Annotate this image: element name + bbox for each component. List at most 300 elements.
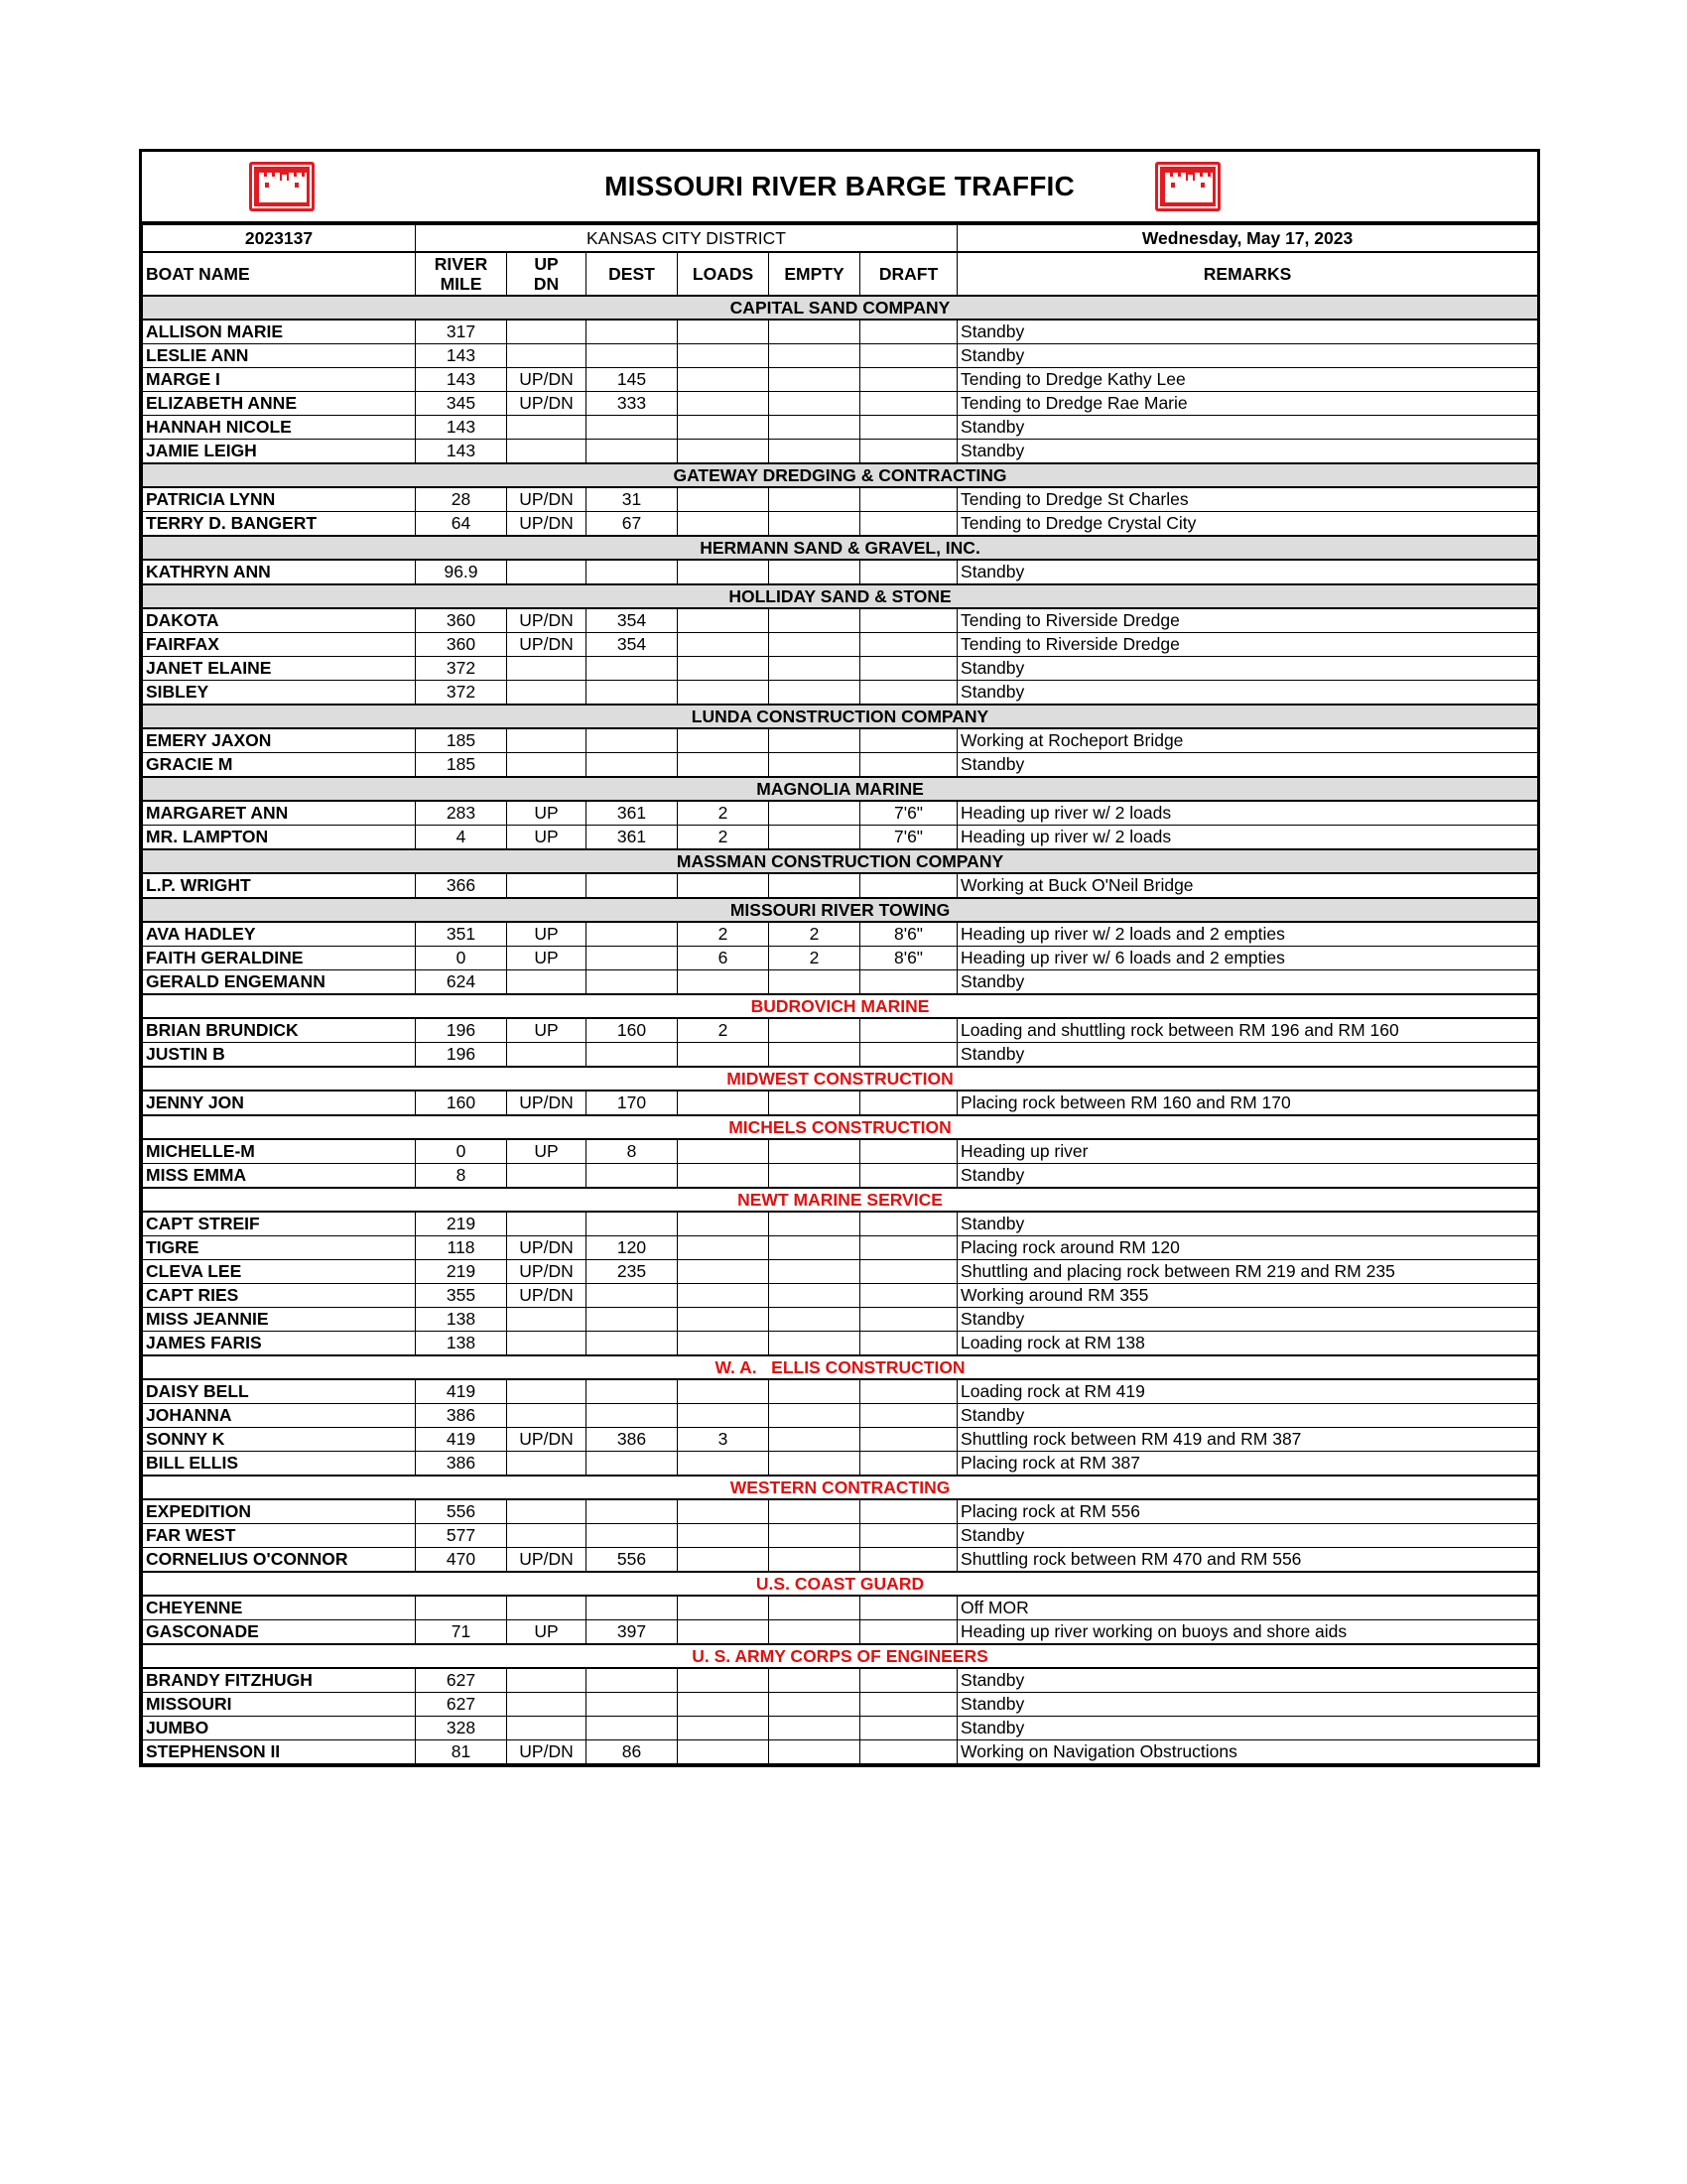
boat-name-cell: CAPT STREIF [143, 1212, 416, 1236]
draft-cell [860, 1332, 958, 1356]
boat-name-cell: MISS EMMA [143, 1164, 416, 1189]
remarks-cell: Heading up river [958, 1139, 1538, 1164]
up-dn-cell [507, 1332, 586, 1356]
remarks-cell: Tending to Dredge St Charles [958, 487, 1538, 512]
loads-cell [678, 1091, 769, 1115]
table-row [143, 873, 1538, 898]
table-row [143, 801, 1538, 826]
river-mile-cell: 71 [416, 1620, 507, 1645]
up-dn-cell [507, 753, 586, 778]
empty-cell [769, 1332, 860, 1356]
loads-cell [678, 1452, 769, 1477]
draft-cell [860, 1620, 958, 1645]
draft-cell [860, 1236, 958, 1260]
up-dn-cell [507, 416, 586, 440]
boat-name-cell: PATRICIA LYNN [143, 487, 416, 512]
company-name: CAPITAL SAND COMPANY [143, 296, 1538, 320]
info-row [143, 225, 1538, 253]
empty-cell [769, 753, 860, 778]
table-row [143, 1620, 1538, 1645]
remarks-cell: Tending to Riverside Dredge [958, 633, 1538, 657]
river-mile-cell: 96.9 [416, 560, 507, 584]
company-header-row [143, 463, 1538, 487]
remarks-cell: Standby [958, 416, 1538, 440]
up-dn-cell [507, 1379, 586, 1404]
table-row [143, 1499, 1538, 1524]
empty-cell [769, 416, 860, 440]
river-mile-cell: 366 [416, 873, 507, 898]
company-header-row [143, 584, 1538, 608]
river-mile-cell: 143 [416, 440, 507, 464]
col-draft: DRAFT [860, 252, 958, 296]
draft-cell [860, 1428, 958, 1452]
empty-cell [769, 1379, 860, 1404]
dest-cell [586, 1668, 678, 1693]
remarks-cell: Placing rock between RM 160 and RM 170 [958, 1091, 1538, 1115]
river-mile-cell: 138 [416, 1308, 507, 1332]
empty-cell [769, 1452, 860, 1477]
table-row [143, 970, 1538, 995]
col-boat-name: BOAT NAME [143, 252, 416, 296]
loads-cell: 2 [678, 826, 769, 850]
remarks-cell: Standby [958, 1164, 1538, 1189]
draft-cell: 7'6" [860, 826, 958, 850]
empty-cell: 2 [769, 947, 860, 970]
col-dest: DEST [586, 252, 678, 296]
company-name: U.S. COAST GUARD [143, 1572, 1538, 1596]
loads-cell [678, 1164, 769, 1189]
loads-cell: 2 [678, 922, 769, 947]
river-mile-cell: 196 [416, 1018, 507, 1043]
draft-cell [860, 1284, 958, 1308]
boat-name-cell: LESLIE ANN [143, 344, 416, 368]
up-dn-cell: UP/DN [507, 512, 586, 537]
boat-name-cell: MISS JEANNIE [143, 1308, 416, 1332]
boat-name-cell: ALLISON MARIE [143, 320, 416, 344]
up-dn-cell [507, 1308, 586, 1332]
boat-name-cell: MISSOURI [143, 1693, 416, 1717]
draft-cell [860, 1596, 958, 1620]
remarks-cell: Standby [958, 1404, 1538, 1428]
draft-cell [860, 440, 958, 464]
draft-cell [860, 1404, 958, 1428]
dest-cell [586, 1596, 678, 1620]
dest-cell [586, 440, 678, 464]
river-mile-cell: 8 [416, 1164, 507, 1189]
company-header-row [143, 536, 1538, 560]
boat-name-cell: FAITH GERALDINE [143, 947, 416, 970]
river-mile-cell: 624 [416, 970, 507, 995]
up-dn-cell: UP/DN [507, 368, 586, 392]
remarks-cell: Standby [958, 657, 1538, 681]
empty-cell [769, 1548, 860, 1573]
table-row [143, 728, 1538, 753]
dest-cell [586, 1404, 678, 1428]
empty-cell [769, 1018, 860, 1043]
up-dn-cell [507, 681, 586, 706]
draft-cell [860, 416, 958, 440]
table-body [143, 296, 1538, 1764]
river-mile-cell: 4 [416, 826, 507, 850]
boat-name-cell: KATHRYN ANN [143, 560, 416, 584]
report-id: 2023137 [143, 225, 416, 253]
company-header-row [143, 1355, 1538, 1379]
col-loads: LOADS [678, 252, 769, 296]
loads-cell: 2 [678, 1018, 769, 1043]
river-mile-cell: 419 [416, 1379, 507, 1404]
river-mile-cell: 81 [416, 1740, 507, 1764]
loads-cell [678, 1548, 769, 1573]
up-dn-cell: UP/DN [507, 633, 586, 657]
draft-cell: 8'6" [860, 947, 958, 970]
river-mile-cell: 372 [416, 657, 507, 681]
loads-cell [678, 1236, 769, 1260]
remarks-cell: Working around RM 355 [958, 1284, 1538, 1308]
loads-cell [678, 1693, 769, 1717]
table-row [143, 922, 1538, 947]
loads-cell [678, 681, 769, 706]
remarks-cell: Standby [958, 1308, 1538, 1332]
river-mile-cell: 360 [416, 633, 507, 657]
table-row [143, 681, 1538, 706]
draft-cell [860, 1668, 958, 1693]
boat-name-cell: FAIRFAX [143, 633, 416, 657]
remarks-cell: Placing rock at RM 387 [958, 1452, 1538, 1477]
company-name: MIDWEST CONSTRUCTION [143, 1067, 1538, 1091]
up-dn-cell: UP [507, 1018, 586, 1043]
draft-cell [860, 970, 958, 995]
loads-cell [678, 1404, 769, 1428]
river-mile-cell: 160 [416, 1091, 507, 1115]
dest-cell: 556 [586, 1548, 678, 1573]
draft-cell [860, 1212, 958, 1236]
up-dn-cell: UP/DN [507, 1548, 586, 1573]
draft-cell [860, 1260, 958, 1284]
draft-cell [860, 728, 958, 753]
up-dn-cell: UP/DN [507, 608, 586, 633]
dest-cell [586, 1717, 678, 1740]
empty-cell [769, 1091, 860, 1115]
dest-cell [586, 1164, 678, 1189]
up-dn-cell [507, 1596, 586, 1620]
remarks-cell: Tending to Dredge Kathy Lee [958, 368, 1538, 392]
loads-cell [678, 416, 769, 440]
company-header-row [143, 777, 1538, 801]
table-row [143, 608, 1538, 633]
table-row [143, 1740, 1538, 1764]
up-dn-cell: UP [507, 826, 586, 850]
loads-cell [678, 1139, 769, 1164]
dest-cell [586, 1379, 678, 1404]
dest-cell [586, 947, 678, 970]
boat-name-cell: HANNAH NICOLE [143, 416, 416, 440]
dest-cell [586, 416, 678, 440]
up-dn-cell [507, 1404, 586, 1428]
draft-cell [860, 344, 958, 368]
dest-cell [586, 1284, 678, 1308]
dest-cell: 8 [586, 1139, 678, 1164]
dest-cell [586, 344, 678, 368]
draft-cell [860, 608, 958, 633]
empty-cell [769, 1043, 860, 1068]
dest-cell: 145 [586, 368, 678, 392]
company-header-row [143, 898, 1538, 922]
river-mile-cell: 351 [416, 922, 507, 947]
river-mile-cell: 386 [416, 1452, 507, 1477]
empty-cell [769, 1668, 860, 1693]
company-name: GATEWAY DREDGING & CONTRACTING [143, 463, 1538, 487]
dest-cell [586, 1043, 678, 1068]
up-dn-cell: UP/DN [507, 392, 586, 416]
boat-name-cell: BRIAN BRUNDICK [143, 1018, 416, 1043]
table-row [143, 1548, 1538, 1573]
table-row [143, 826, 1538, 850]
table-row [143, 368, 1538, 392]
river-mile-cell: 219 [416, 1212, 507, 1236]
up-dn-cell: UP/DN [507, 1236, 586, 1260]
dest-cell: 361 [586, 826, 678, 850]
river-mile-cell: 328 [416, 1717, 507, 1740]
company-name: LUNDA CONSTRUCTION COMPANY [143, 705, 1538, 728]
boat-name-cell: JAMES FARIS [143, 1332, 416, 1356]
company-name: NEWT MARINE SERVICE [143, 1188, 1538, 1212]
river-mile-cell: 345 [416, 392, 507, 416]
loads-cell: 6 [678, 947, 769, 970]
remarks-cell: Loading rock at RM 138 [958, 1332, 1538, 1356]
remarks-cell: Shuttling rock between RM 419 and RM 387 [958, 1428, 1538, 1452]
boat-name-cell: CLEVA LEE [143, 1260, 416, 1284]
dest-cell: 86 [586, 1740, 678, 1764]
up-dn-cell: UP [507, 801, 586, 826]
loads-cell [678, 560, 769, 584]
river-mile-cell: 143 [416, 344, 507, 368]
table-row [143, 392, 1538, 416]
up-dn-cell [507, 1452, 586, 1477]
table-row [143, 440, 1538, 464]
loads-cell [678, 728, 769, 753]
loads-cell [678, 873, 769, 898]
report-date: Wednesday, May 17, 2023 [958, 225, 1538, 253]
empty-cell [769, 1596, 860, 1620]
company-name: W. A. ELLIS CONSTRUCTION [143, 1355, 1538, 1379]
col-river-mile: RIVER MILE [416, 252, 507, 296]
remarks-cell: Off MOR [958, 1596, 1538, 1620]
up-dn-cell [507, 1043, 586, 1068]
river-mile-cell: 386 [416, 1404, 507, 1428]
draft-cell [860, 1308, 958, 1332]
remarks-cell: Standby [958, 440, 1538, 464]
river-mile-cell [416, 1596, 507, 1620]
empty-cell: 2 [769, 922, 860, 947]
empty-cell [769, 344, 860, 368]
boat-name-cell: ELIZABETH ANNE [143, 392, 416, 416]
company-header-row [143, 994, 1538, 1018]
barge-traffic-table [142, 224, 1538, 1764]
up-dn-cell: UP/DN [507, 1260, 586, 1284]
dest-cell: 160 [586, 1018, 678, 1043]
boat-name-cell: CHEYENNE [143, 1596, 416, 1620]
up-dn-cell: UP/DN [507, 1091, 586, 1115]
river-mile-cell: 470 [416, 1548, 507, 1573]
company-header-row [143, 1188, 1538, 1212]
draft-cell [860, 633, 958, 657]
up-dn-cell: UP/DN [507, 1428, 586, 1452]
up-dn-cell [507, 1212, 586, 1236]
loads-cell [678, 1596, 769, 1620]
remarks-cell: Heading up river w/ 2 loads [958, 826, 1538, 850]
boat-name-cell: MR. LAMPTON [143, 826, 416, 850]
dest-cell: 386 [586, 1428, 678, 1452]
table-row [143, 1018, 1538, 1043]
up-dn-cell [507, 320, 586, 344]
up-dn-cell [507, 873, 586, 898]
dest-cell: 333 [586, 392, 678, 416]
company-name: WESTERN CONTRACTING [143, 1476, 1538, 1499]
remarks-cell: Working on Navigation Obstructions [958, 1740, 1538, 1764]
empty-cell [769, 1164, 860, 1189]
up-dn-cell [507, 728, 586, 753]
table-row [143, 753, 1538, 778]
remarks-cell: Standby [958, 753, 1538, 778]
loads-cell [678, 753, 769, 778]
dest-cell [586, 1308, 678, 1332]
table-row [143, 1043, 1538, 1068]
table-row [143, 344, 1538, 368]
empty-cell [769, 320, 860, 344]
empty-cell [769, 633, 860, 657]
river-mile-cell: 283 [416, 801, 507, 826]
company-header-row [143, 1644, 1538, 1668]
loads-cell [678, 440, 769, 464]
empty-cell [769, 970, 860, 995]
draft-cell [860, 392, 958, 416]
dest-cell [586, 873, 678, 898]
remarks-cell: Standby [958, 1717, 1538, 1740]
remarks-cell: Standby [958, 320, 1538, 344]
table-row [143, 560, 1538, 584]
draft-cell [860, 1164, 958, 1189]
empty-cell [769, 1212, 860, 1236]
loads-cell [678, 1284, 769, 1308]
draft-cell [860, 1693, 958, 1717]
up-dn-cell: UP/DN [507, 487, 586, 512]
empty-cell [769, 608, 860, 633]
empty-cell [769, 728, 860, 753]
boat-name-cell: CORNELIUS O'CONNOR [143, 1548, 416, 1573]
empty-cell [769, 1620, 860, 1645]
loads-cell [678, 608, 769, 633]
boat-name-cell: TIGRE [143, 1236, 416, 1260]
dest-cell [586, 681, 678, 706]
up-dn-cell [507, 657, 586, 681]
table-row [143, 1139, 1538, 1164]
remarks-cell: Standby [958, 1668, 1538, 1693]
dest-cell: 31 [586, 487, 678, 512]
empty-cell [769, 1524, 860, 1548]
table-row [143, 633, 1538, 657]
boat-name-cell: JUSTIN B [143, 1043, 416, 1068]
table-row [143, 487, 1538, 512]
boat-name-cell: SIBLEY [143, 681, 416, 706]
company-header-row [143, 296, 1538, 320]
up-dn-cell [507, 970, 586, 995]
river-mile-cell: 556 [416, 1499, 507, 1524]
dest-cell [586, 753, 678, 778]
remarks-cell: Standby [958, 344, 1538, 368]
table-row [143, 1332, 1538, 1356]
boat-name-cell: EXPEDITION [143, 1499, 416, 1524]
up-dn-cell: UP/DN [507, 1284, 586, 1308]
loads-cell [678, 970, 769, 995]
col-up-dn: UP DN [507, 252, 586, 296]
remarks-cell: Working at Rocheport Bridge [958, 728, 1538, 753]
remarks-cell: Tending to Dredge Crystal City [958, 512, 1538, 537]
up-dn-cell: UP [507, 922, 586, 947]
table-row [143, 320, 1538, 344]
boat-name-cell: GASCONADE [143, 1620, 416, 1645]
dest-cell: 361 [586, 801, 678, 826]
dest-cell [586, 1452, 678, 1477]
loads-cell [678, 344, 769, 368]
empty-cell [769, 1284, 860, 1308]
draft-cell [860, 1548, 958, 1573]
draft-cell [860, 1452, 958, 1477]
river-mile-cell: 577 [416, 1524, 507, 1548]
loads-cell [678, 320, 769, 344]
loads-cell: 2 [678, 801, 769, 826]
draft-cell [860, 1091, 958, 1115]
empty-cell [769, 440, 860, 464]
loads-cell [678, 657, 769, 681]
empty-cell [769, 1693, 860, 1717]
up-dn-cell [507, 344, 586, 368]
draft-cell [860, 487, 958, 512]
empty-cell [769, 1236, 860, 1260]
dest-cell [586, 970, 678, 995]
loads-cell [678, 1524, 769, 1548]
table-row [143, 1212, 1538, 1236]
remarks-cell: Standby [958, 1212, 1538, 1236]
company-name: MICHELS CONSTRUCTION [143, 1115, 1538, 1139]
draft-cell [860, 560, 958, 584]
river-mile-cell: 627 [416, 1693, 507, 1717]
table-row [143, 1596, 1538, 1620]
loads-cell [678, 1332, 769, 1356]
table-row [143, 1524, 1538, 1548]
col-remarks: REMARKS [958, 252, 1538, 296]
draft-cell [860, 1018, 958, 1043]
empty-cell [769, 368, 860, 392]
river-mile-cell: 0 [416, 947, 507, 970]
empty-cell [769, 1404, 860, 1428]
boat-name-cell: DAKOTA [143, 608, 416, 633]
river-mile-cell: 28 [416, 487, 507, 512]
company-name: MISSOURI RIVER TOWING [143, 898, 1538, 922]
company-header-row [143, 705, 1538, 728]
up-dn-cell [507, 440, 586, 464]
boat-name-cell: JANET ELAINE [143, 657, 416, 681]
up-dn-cell [507, 1693, 586, 1717]
dest-cell: 397 [586, 1620, 678, 1645]
loads-cell [678, 512, 769, 537]
loads-cell [678, 1379, 769, 1404]
draft-cell [860, 368, 958, 392]
river-mile-cell: 185 [416, 753, 507, 778]
boat-name-cell: MICHELLE-M [143, 1139, 416, 1164]
table-row [143, 1308, 1538, 1332]
river-mile-cell: 143 [416, 368, 507, 392]
company-header-row [143, 1115, 1538, 1139]
